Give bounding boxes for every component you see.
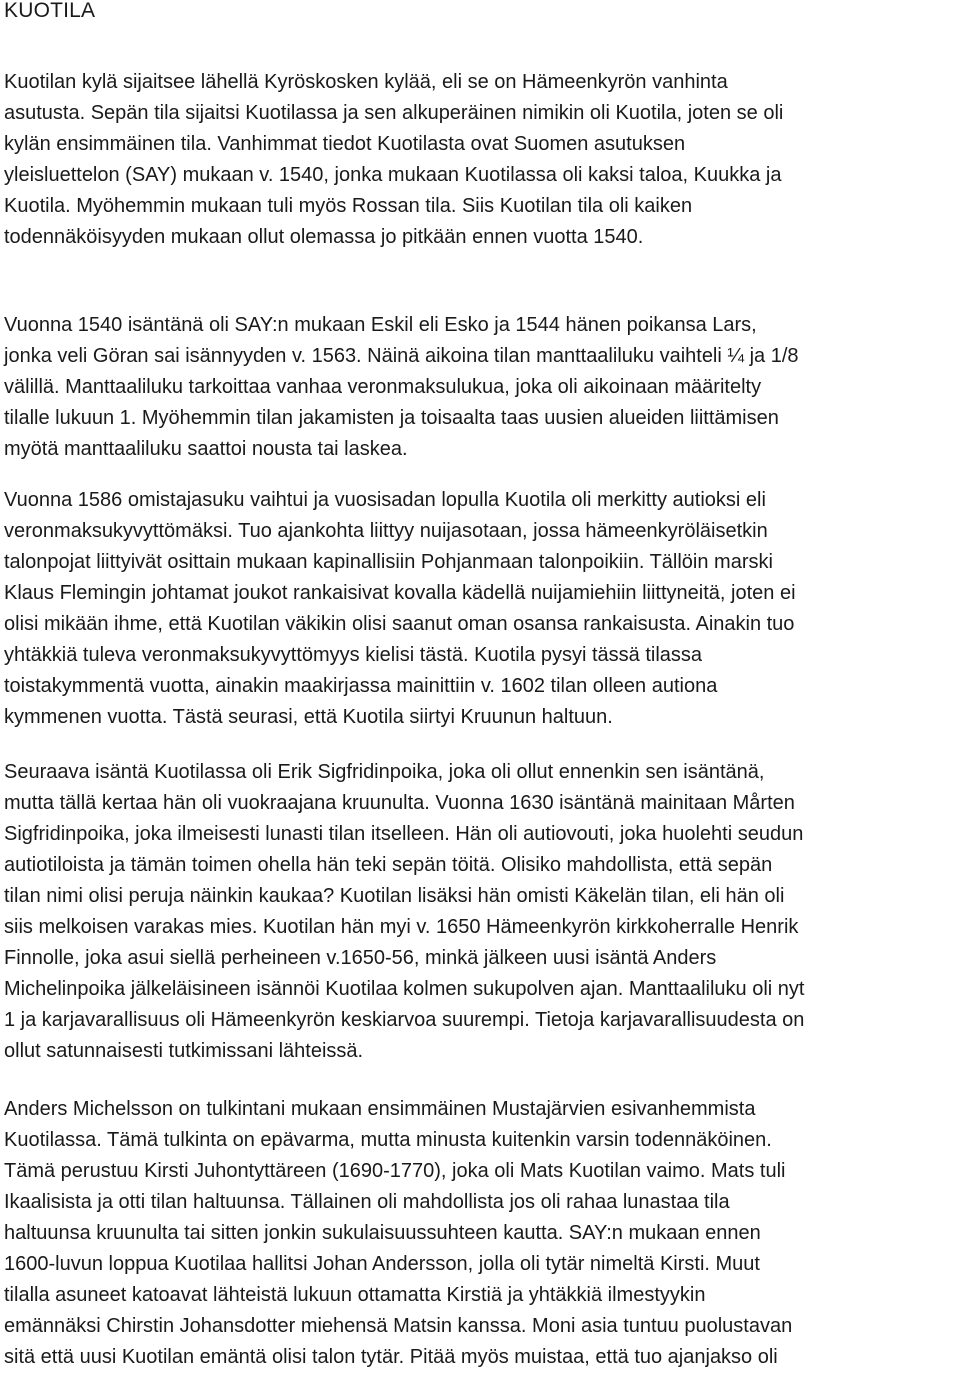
text-line: sitä että uusi Kuotilan emäntä olisi talon tytär. Pitää myös muistaa, että tuo ajanjakso oli (4, 1346, 778, 1368)
text-line: Sigfridinpoika, joka ilmeisesti lunasti tilan itselleen. Hän oli autiovouti, joka huolehti seudun (4, 823, 804, 845)
text-line: haltuunsa kruunulta tai sitten jonkin sukulaisuussuhteen kautta. SAY:n mukaan ennen (4, 1222, 761, 1244)
text-line: siis melkoisen varakas mies. Kuotilan hän myi v. 1650 Hämeenkyrön kirkkoherralle Henrik (4, 916, 799, 938)
text-line: Kuotilassa. Tämä tulkinta on epävarma, mutta minusta kuitenkin varsin todennäköinen. (4, 1129, 772, 1151)
text-line: kymmenen vuotta. Tästä seurasi, että Kuotila siirtyi Kruunun haltuun. (4, 706, 613, 728)
text-line: Vuonna 1540 isäntänä oli SAY:n mukaan Eskil eli Esko ja 1544 hänen poikansa Lars, (4, 314, 757, 336)
text-line: Kuotila. Myöhemmin mukaan tuli myös Rossan tila. Siis Kuotilan tila oli kaiken (4, 195, 693, 217)
text-line: tilalla asuneet katoavat lähteistä lukuun ottamatta Kirstiä ja yhtäkkiä ilmestyykin (4, 1284, 706, 1306)
text-line: olisi mikään ihme, että Kuotilan väkikin olisi saanut oman osansa rankaisusta. Ainakin tuo (4, 613, 795, 635)
text-line: Klaus Flemingin johtamat joukot rankaisivat kovalla kädellä nuijamiehiin liittyneitä, joten ei (4, 582, 796, 604)
text-line: todennäköisyyden mukaan ollut olemassa jo pitkään ennen vuotta 1540. (4, 226, 644, 248)
text-line: talonpojat liittyivät osittain mukaan kapinallisiin Pohjanmaan talonpoikiin. Tällöin marski (4, 551, 773, 573)
text-line: Anders Michelsson on tulkintani mukaan ensimmäinen Mustajärvien esivanhemmista (4, 1098, 756, 1120)
text-line: Kuotilan kylä sijaitsee lähellä Kyröskosken kylää, eli se on Hämeenkyrön vanhinta (4, 71, 728, 93)
text-line: Vuonna 1586 omistajasuku vaihtui ja vuosisadan lopulla Kuotila oli merkitty autioksi eli (4, 489, 766, 511)
text-line: yhtäkkiä tuleva veronmaksukyvyttömyys kielisi tästä. Kuotila pysyi tässä tilassa (4, 644, 703, 666)
text-line: autiotiloista ja tämän toimen ohella hän teki sepän töitä. Olisiko mahdollista, että sepän (4, 854, 773, 876)
text-line: kylän ensimmäinen tila. Vanhimmat tiedot Kuotilasta ovat Suomen asutuksen (4, 133, 686, 155)
text-line: 1 ja karjavarallisuus oli Hämeenkyrön keskiarvoa suurempi. Tietoja karjavarallisuudesta on (4, 1009, 805, 1031)
text-line: asutusta. Sepän tila sijaitsi Kuotilassa ja sen alkuperäinen nimikin oli Kuotila, joten se oli (4, 102, 784, 124)
text-line: emännäksi Chirstin Johansdotter miehensä Matsin kanssa. Moni asia tuntuu puolustavan (4, 1315, 793, 1337)
text-line: Ikaalisista ja otti tilan haltuunsa. Tällainen oli mahdollista jos oli rahaa lunastaa tila (4, 1191, 730, 1213)
text-line: Finnolle, joka asui siellä perheineen v.1650-56, minkä jälkeen uusi isäntä Anders (4, 947, 717, 969)
paragraph-4 (4, 757, 956, 1067)
text-line: ollut satunnaisesti tutkimissani lähteissä. (4, 1040, 364, 1062)
text-line: Seuraava isäntä Kuotilassa oli Erik Sigfridinpoika, joka oli ollut ennenkin sen isäntänä, (4, 761, 765, 783)
text-line: välillä. Manttaaliluku tarkoittaa vanhaa veronmaksulukua, joka oli aikoinaan määritelty (4, 376, 762, 398)
text-line: jonka veli Göran sai isännyyden v. 1563. Näinä aikoina tilan manttaaliluku vaihteli ¼ ja 1/8 (4, 345, 799, 367)
document-title: KUOTILA (4, 0, 96, 22)
text-line: myötä manttaaliluku saattoi nousta tai laskea. (4, 438, 408, 460)
paragraph-1 (4, 67, 956, 253)
text-line: veronmaksukyvyttömäksi. Tuo ajankohta liittyy nuijasotaan, jossa hämeenkyröläisetkin (4, 520, 768, 542)
text-line: Tämä perustuu Kirsti Juhontyttäreen (1690-1770), joka oli Mats Kuotilan vaimo. Mats tuli (4, 1160, 786, 1182)
paragraph-2 (4, 310, 956, 465)
paragraph-3 (4, 485, 956, 733)
text-line: 1600-luvun loppua Kuotilaa hallitsi Johan Andersson, jolla oli tytär nimeltä Kirsti. Muut (4, 1253, 760, 1275)
text-line: toistakymmentä vuotta, ainakin maakirjassa mainittiin v. 1602 tilan olleen autiona (4, 675, 718, 697)
paragraph-5 (4, 1094, 956, 1373)
text-line: tilalle lukuun 1. Myöhemmin tilan jakamisten ja toisaalta taas uusien alueiden liittämisen (4, 407, 779, 429)
text-line: yleisluettelon (SAY) mukaan v. 1540, jonka mukaan Kuotilassa oli kaksi taloa, Kuukka ja (4, 164, 782, 186)
text-line: mutta tällä kertaa hän oli vuokraajana kruunulta. Vuonna 1630 isäntänä mainitaan Mårten (4, 792, 795, 814)
text-line: tilan nimi olisi peruja näinkin kaukaa? Kuotilan lisäksi hän omisti Käkelän tilan, eli hän oli (4, 885, 785, 907)
text-line: Michelinpoika jälkeläisineen isännöi Kuotilaa kolmen sukupolven ajan. Manttaaliluku oli nyt (4, 978, 805, 1000)
